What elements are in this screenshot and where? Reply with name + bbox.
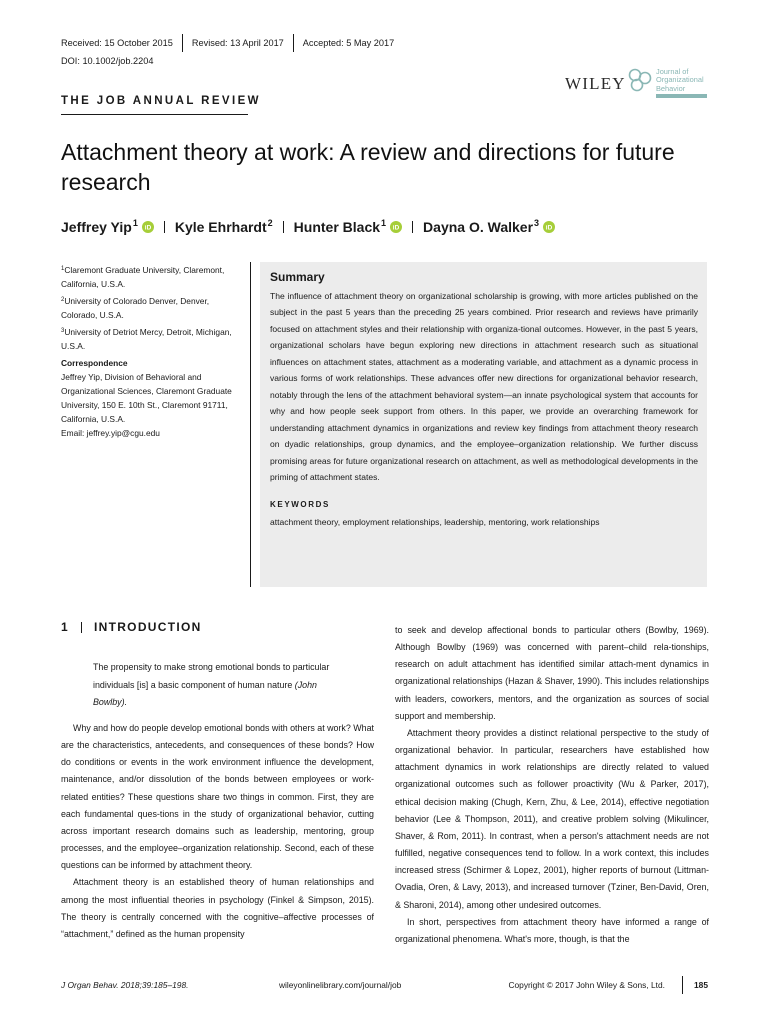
journal-url[interactable]: wileyonlinelibrary.com/journal/job [279,980,402,990]
summary-heading: Summary [270,270,325,284]
svg-text:iD: iD [545,223,553,231]
author-separator [412,221,413,233]
body-paragraph: Why and how do people develop emotional bonds with others at work? What are the characteristics, antecedents, and consequences of these bonds? How do conditions or events in the work environment influence the development, maintenance, and/or dissolution of the bonds between employees or work-related entities? These questions share two things in common. First, they are each fundamental ques-tions in the study of organizational behavior, cutting across important research domains such as leadership, mentoring, group processes, and the employee–organization relationship. Second, each of these questions can be informed by attachment theory. [61,723,374,871]
body-paragraph: Attachment theory is an established theory of human relationships and among the most influential theories in psychology (Finkel & Simpson, 2015). The theory is centrally concerned with the cognitive–affective processes of “attachment,” defined as the human propensity [61,877,374,939]
epigraph-attribution: (John Bowlby). [93,679,317,707]
section-separator [81,622,82,633]
page-number: 185 [694,980,708,990]
author-name[interactable]: Kyle Ehrhardt$^2$ [174,218,273,235]
epigraph [93,659,343,712]
accepted-date: Accepted: 5 May 2017 [302,38,395,48]
section-title: INTRODUCTION [93,620,202,634]
journal-title: Journal of Organizational Behavior [656,67,704,93]
author-name[interactable]: Jeffrey Yip$^1$ [61,218,138,235]
body-column-right [395,622,709,948]
summary-box [260,262,707,587]
author-separator [164,221,165,233]
keywords: attachment theory, employment relationships, leadership, mentoring, work relationships [270,517,600,528]
author-list [61,218,555,235]
affiliation: $^1$Claremont Graduate University, Claremont, California, U.S.A. [61,265,225,289]
body-paragraph: to seek and develop affectional bonds to particular others (Bowlby, 1969). Although Bowlby (1969) was concerned with parent–child rela-tionships, research on adult attachment has identified similar attach-ment dynamics in organizational relationships (Hazan & Shaver, 1990). This includes relationships with leaders, coworkers, mentors, and the organization as sources of social support and membership. [395,625,709,721]
body-paragraph: In short, perspectives from attachment theory have informed a range of organizational phenomena. What's more, though, is that the [395,916,709,944]
received-date: Received: 15 October 2015 [61,34,183,52]
orcid-icon[interactable] [543,221,555,233]
journal-logo [565,66,715,100]
summary-text: The influence of attachment theory on organizational scholarship is growing, with more articles published on the subject in the past 5 years than the preceding 25 years combined. Prior research and reviews have primarily focused on attachment styles and their relationship with organiza-tional outcomes. However, in the past 5 years, organizational scholars have begun exploring new directions in attachment research such as situational influences on attachment states, attachment as a moderating variable, and attachment as a dynamic process in various forms of work relationships. These advances offer new directions for organizational behavior research, notably through the lens of the attachment behavioral system—an innate psychological system that accounts for why and how people seek support from others. In this paper, we provide an overarching framework for understanding attachment dynamics in organizations and review key findings from attachment theory research on dyadic relationships, group dynamics, and the employee–organization relationship. We further discuss promising areas for future organizational research on attachment, as well as methodological developments in the priming of attachment states. [270,291,698,482]
section-kicker: THE JOB ANNUAL REVIEW [61,95,261,107]
affiliation: $^2$University of Colorado Denver, Denver, Colorado, U.S.A. [61,296,210,320]
orcid-icon[interactable] [142,221,154,233]
section-heading [61,620,202,634]
keywords-heading: KEYWORDS [270,500,330,510]
kicker-rule [61,114,248,115]
footer-divider [682,976,683,994]
journal-citation: J Organ Behav. 2018;39:185–198. [61,980,189,990]
correspondence-heading: Correspondence [61,358,128,368]
article-title: Attachment theory at work: A review and directions for future research [61,139,675,195]
epigraph-quote: The propensity to make strong emotional bonds to particular individuals [is] a basic component of human nature [93,662,330,690]
column-divider [250,262,251,587]
publication-history [61,34,403,52]
section-number: 1 [61,620,69,634]
svg-text:iD: iD [392,223,400,231]
author-separator [283,221,284,233]
revised-date: Revised: 13 April 2017 [183,34,294,52]
copyright: Copyright © 2017 John Wiley & Sons, Ltd. [508,980,665,990]
author-name[interactable]: Dayna O. Walker$^3$ [423,218,540,235]
affiliation: $^3$University of Detriot Mercy, Detroit, Michigan, U.S.A. [61,327,232,351]
body-column-left [61,720,374,943]
body-paragraph: Attachment theory provides a distinct relational perspective to the study of organizational behavior. In particular, researchers have established how attachment dynamics in work relationships are directly related to valued organizational outcomes such as follower proactivity (Wu & Parker, 2017), ethical decision making (Chugh, Kern, Zhu, & Lee, 2014), effective negotiation behavior (Lee & Thompson, 2011), and creative problem solving (Mikulincer, Shaver, & Rom, 2011). In contrast, when a person's attachment needs are not fulfilled, negative consequences tend to follow. In a work context, this includes increased stress (Schirmer & Lopez, 2001), higher reports of burnout (Littman-Ovadia, Oren, & Lavy, 2013), and increased turnover (Tziner, Ben-David, Oren, & Sharoni, 2014), among other undesired outcomes. [395,727,709,910]
journal-mark-icon [626,66,654,94]
author-name[interactable]: Hunter Black$^1$ [293,218,387,235]
journal-band [656,94,707,98]
svg-text:iD: iD [144,223,152,231]
correspondence-address: Jeffrey Yip, Division of Behavioral and Organizational Sciences, Claremont Graduate University, 150 E. 10th St., Claremont 91711, California, U.S.A. [61,372,232,424]
affiliations [61,262,246,442]
correspondence-email[interactable]: Email: jeffrey.yip@cgu.edu [61,428,160,438]
page-footer [61,980,708,996]
publisher-name: WILEY [565,74,626,93]
doi: DOI: 10.1002/job.2204 [61,56,154,66]
orcid-icon[interactable] [390,221,402,233]
